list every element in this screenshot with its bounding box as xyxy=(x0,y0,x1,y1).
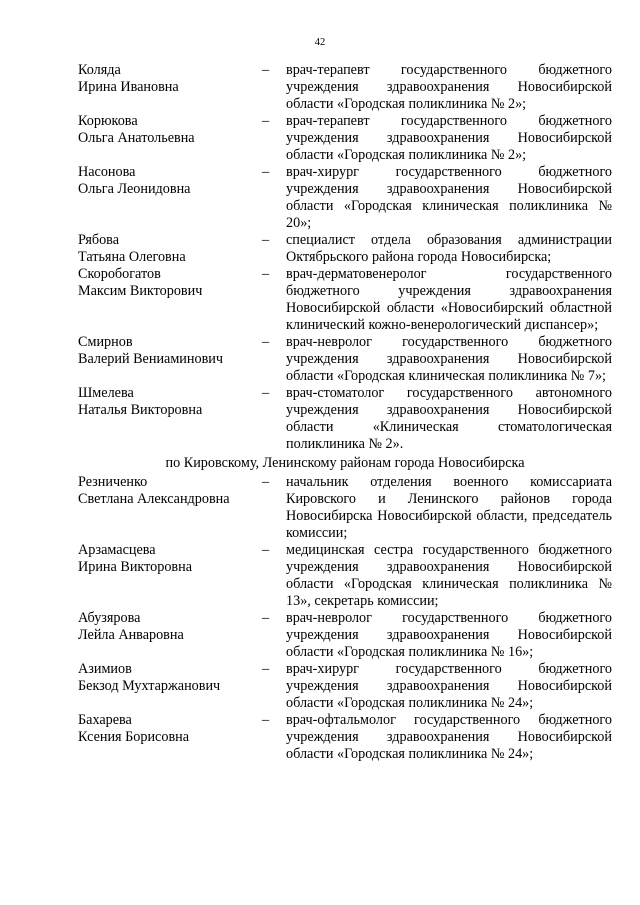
dash-separator: – xyxy=(262,712,270,728)
member-given-name: Ксения Борисовна xyxy=(78,729,190,745)
member-position: врач-офтальмолог государственного бюджетного учреждения здравоохранения Новосибирской области «Городская поликлиника № 24»; xyxy=(286,712,612,762)
member-surname: Рябова xyxy=(78,232,119,248)
member-name xyxy=(78,474,258,508)
list-item xyxy=(78,661,612,712)
dash-separator: – xyxy=(262,385,270,401)
member-position: врач-терапевт государственного бюджетного учреждения здравоохранения Новосибирской области «Городская поликлиника № 2»; xyxy=(286,62,612,112)
commission-list xyxy=(78,62,612,763)
member-surname: Смирнов xyxy=(78,334,133,350)
member-name xyxy=(78,385,258,419)
member-position: начальник отделения военного комиссариата Кировского и Ленинского районов города Новосибирска Новосибирской области, председатель комиссии; xyxy=(286,474,612,541)
member-given-name: Светлана Александровна xyxy=(78,491,230,507)
member-surname: Насонова xyxy=(78,164,136,180)
list-item xyxy=(78,542,612,610)
page-number: 42 xyxy=(314,37,326,48)
member-name xyxy=(78,62,258,96)
member-position: врач-стоматолог государственного автономного учреждения здравоохранения Новосибирской области «Клиническая стоматологическая поликлиника № 2». xyxy=(286,385,612,452)
list-item xyxy=(78,474,612,542)
dash-separator: – xyxy=(262,334,270,350)
member-surname: Скоробогатов xyxy=(78,266,161,282)
member-surname: Арзамасцева xyxy=(78,542,156,558)
member-given-name: Наталья Викторовна xyxy=(78,402,203,418)
dash-separator: – xyxy=(262,610,270,626)
dash-separator: – xyxy=(262,164,270,180)
member-surname: Шмелева xyxy=(78,385,134,401)
member-surname: Азимиов xyxy=(78,661,132,677)
list-item xyxy=(78,610,612,661)
member-given-name: Ольга Леонидовна xyxy=(78,181,191,197)
list-item xyxy=(78,62,612,113)
member-given-name: Максим Викторович xyxy=(78,283,203,299)
member-given-name: Валерий Вениаминович xyxy=(78,351,224,367)
member-surname: Коляда xyxy=(78,62,121,78)
member-given-name: Татьяна Олеговна xyxy=(78,249,186,265)
member-given-name: Ольга Анатольевна xyxy=(78,130,195,146)
dash-separator: – xyxy=(262,62,270,78)
member-surname: Корюкова xyxy=(78,113,138,129)
member-name xyxy=(78,334,258,368)
list-item xyxy=(78,164,612,232)
member-name xyxy=(78,266,258,300)
list-item xyxy=(78,712,612,763)
dash-separator: – xyxy=(262,661,270,677)
member-name xyxy=(78,164,258,198)
member-name xyxy=(78,712,258,746)
list-item xyxy=(78,232,612,266)
member-surname: Резниченко xyxy=(78,474,148,490)
list-item xyxy=(78,113,612,164)
member-position: врач-хирург государственного бюджетного учреждения здравоохранения Новосибирской области «Городская поликлиника № 24»; xyxy=(286,661,612,711)
member-given-name: Ирина Ивановна xyxy=(78,79,179,95)
member-surname: Бахарева xyxy=(78,712,132,728)
member-position: медицинская сестра государственного бюджетного учреждения здравоохранения Новосибирской области «Городская клиническая поликлиника № 13», секретарь комиссии; xyxy=(286,542,612,609)
list-item xyxy=(78,334,612,385)
member-name xyxy=(78,610,258,644)
member-given-name: Бекзод Мухтаржанович xyxy=(78,678,221,694)
member-position: врач-терапевт государственного бюджетного учреждения здравоохранения Новосибирской области «Городская поликлиника № 2»; xyxy=(286,113,612,163)
member-name xyxy=(78,113,258,147)
list-item xyxy=(78,266,612,334)
member-name xyxy=(78,232,258,266)
list-item xyxy=(78,385,612,453)
member-name xyxy=(78,661,258,695)
member-position: врач-хирург государственного бюджетного учреждения здравоохранения Новосибирской области «Городская клиническая поликлиника № 20»; xyxy=(286,164,612,231)
section-heading: по Кировскому, Ленинскому районам города Новосибирска xyxy=(165,455,525,471)
member-position: врач-невролог государственного бюджетного учреждения здравоохранения Новосибирской области «Городская поликлиника № 16»; xyxy=(286,610,612,660)
member-position: специалист отдела образования администрации Октябрьского района города Новосибирска; xyxy=(286,232,612,265)
member-given-name: Лейла Анваровна xyxy=(78,627,184,643)
member-given-name: Ирина Викторовна xyxy=(78,559,193,575)
member-surname: Абузярова xyxy=(78,610,141,626)
dash-separator: – xyxy=(262,474,270,490)
dash-separator: – xyxy=(262,232,270,248)
dash-separator: – xyxy=(262,113,270,129)
member-position: врач-невролог государственного бюджетного учреждения здравоохранения Новосибирской области «Городская клиническая поликлиника № 7»; xyxy=(286,334,612,384)
dash-separator: – xyxy=(262,266,270,282)
dash-separator: – xyxy=(262,542,270,558)
member-position: врач-дерматовенеролог государственного бюджетного учреждения здравоохранения Новосибирской области «Новосибирский областной клинический кожно-венерологический диспансер»; xyxy=(286,266,612,333)
member-name xyxy=(78,542,258,576)
